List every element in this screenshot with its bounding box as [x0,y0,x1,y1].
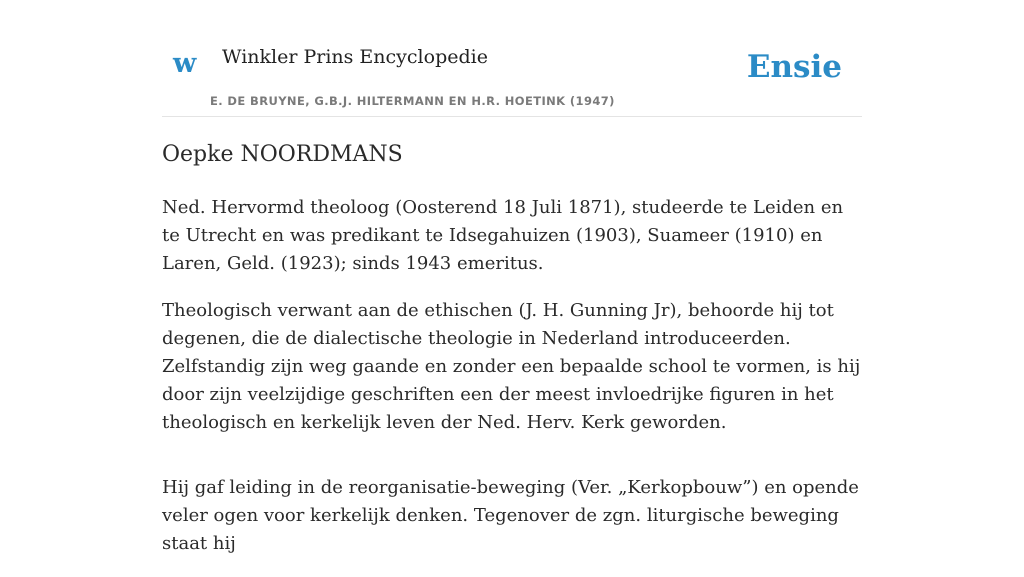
source-header [162,0,862,117]
article-paragraph: Hij gaf leiding in de reorganisatie-beweging (Ver. „Kerkopbouw”) en opende veler ogen voor kerkelijk denken. Tegenover de zgn. liturgische beweging staat hij [162,477,859,554]
article-title: Oepke NOORDMANS [162,142,403,167]
source-authors: E. DE BRUYNE, G.B.J. HILTERMANN EN H.R. HOETINK (1947) [210,94,615,108]
article-body [162,140,866,577]
article-paragraph: Ned. Hervormd theoloog (Oosterend 18 Juli 1871), studeerde te Leiden en te Utrecht en was predikant te Idsegahuizen (1903), Suameer (1910) en Laren, Geld. (1923); sinds 1943 emeritus. [162,197,844,274]
source-title[interactable]: Winkler Prins Encyclopedie [222,46,488,68]
ensie-logo[interactable]: Ensie [746,49,842,85]
winkler-prins-logo[interactable]: w [173,48,197,79]
article-paragraph: Theologisch verwant aan de ethischen (J. H. Gunning Jr), behoorde hij tot degenen, die de dialectische theologie in Nederland introduceerden. Zelfstandig zijn weg gaande en zonder een bepaalde school te vormen, is hij door zijn veelzijdige geschriften een der meest invloedrijke figuren in het theologisch en kerkelijk leven der Ned. Herv. Kerk geworden. [162,300,861,433]
